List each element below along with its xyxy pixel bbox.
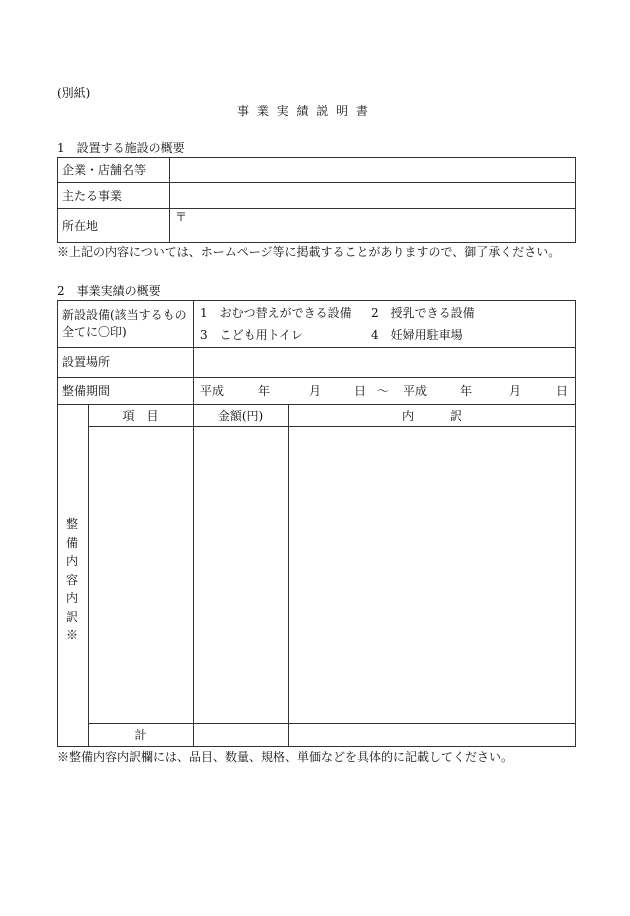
postal-mark: 〒 (175, 210, 188, 224)
breakdown-vertical-label: 整備内容内訳※ (65, 517, 78, 642)
main-business-label: 主たる事業 (62, 189, 123, 203)
item-column-header: 項 目 (122, 409, 159, 423)
facility-option-3[interactable]: 3 こども用トイレ (200, 328, 304, 342)
facility-option-1[interactable]: 1 おむつ替えができる設備 (200, 306, 352, 320)
total-label: 計 (134, 728, 147, 742)
new-facility-label-line2: 全てに〇印) (62, 325, 127, 339)
amount-column-header: 金額(円) (217, 409, 264, 423)
period-start-month: 月 (309, 384, 322, 398)
period-label: 整備期間 (62, 384, 111, 398)
address-label: 所在地 (62, 219, 99, 233)
total-amount-field[interactable] (194, 724, 288, 746)
divider (57, 377, 576, 378)
divider (57, 404, 576, 405)
period-tilde: ～ (377, 384, 390, 398)
facility-option-2[interactable]: 2 授乳できる設備 (371, 306, 475, 320)
period-end-month: 月 (509, 384, 522, 398)
section1-heading: 1 設置する施設の概要 (57, 141, 185, 155)
section2-note: ※整備内容内訳欄には、品目、数量、規格、単価などを具体的に記載してください。 (57, 750, 514, 764)
new-facility-label-line1: 新設設備(該当するもの (62, 308, 187, 322)
period-end-year: 年 (460, 384, 473, 398)
detail-column-header: 内 訳 (401, 409, 462, 423)
section1-note: ※上記の内容については、ホームページ等に掲載することがありますので、御了承ください。 (57, 245, 561, 259)
section2-heading: 2 事業実績の概要 (57, 284, 161, 298)
period-start-year: 年 (258, 384, 271, 398)
company-name-field[interactable] (170, 158, 575, 182)
installation-location-field[interactable] (194, 348, 575, 377)
period-end-era: 平成 (403, 384, 428, 398)
document-title: 事 業 実 績 説 明 書 (237, 104, 368, 118)
main-business-field[interactable] (170, 183, 575, 208)
item-field[interactable] (89, 427, 193, 723)
attachment-label: (別紙) (57, 86, 91, 100)
detail-field[interactable] (289, 427, 575, 723)
period-start-era: 平成 (200, 384, 225, 398)
period-end-day: 日 (556, 384, 569, 398)
company-name-label: 企業・店舗名等 (62, 163, 147, 177)
facility-option-4[interactable]: 4 妊婦用駐車場 (371, 328, 463, 342)
amount-field[interactable] (194, 427, 288, 723)
address-field[interactable] (170, 209, 575, 242)
divider (88, 723, 576, 724)
period-start-day: 日 (354, 384, 367, 398)
installation-location-label: 設置場所 (62, 355, 111, 369)
